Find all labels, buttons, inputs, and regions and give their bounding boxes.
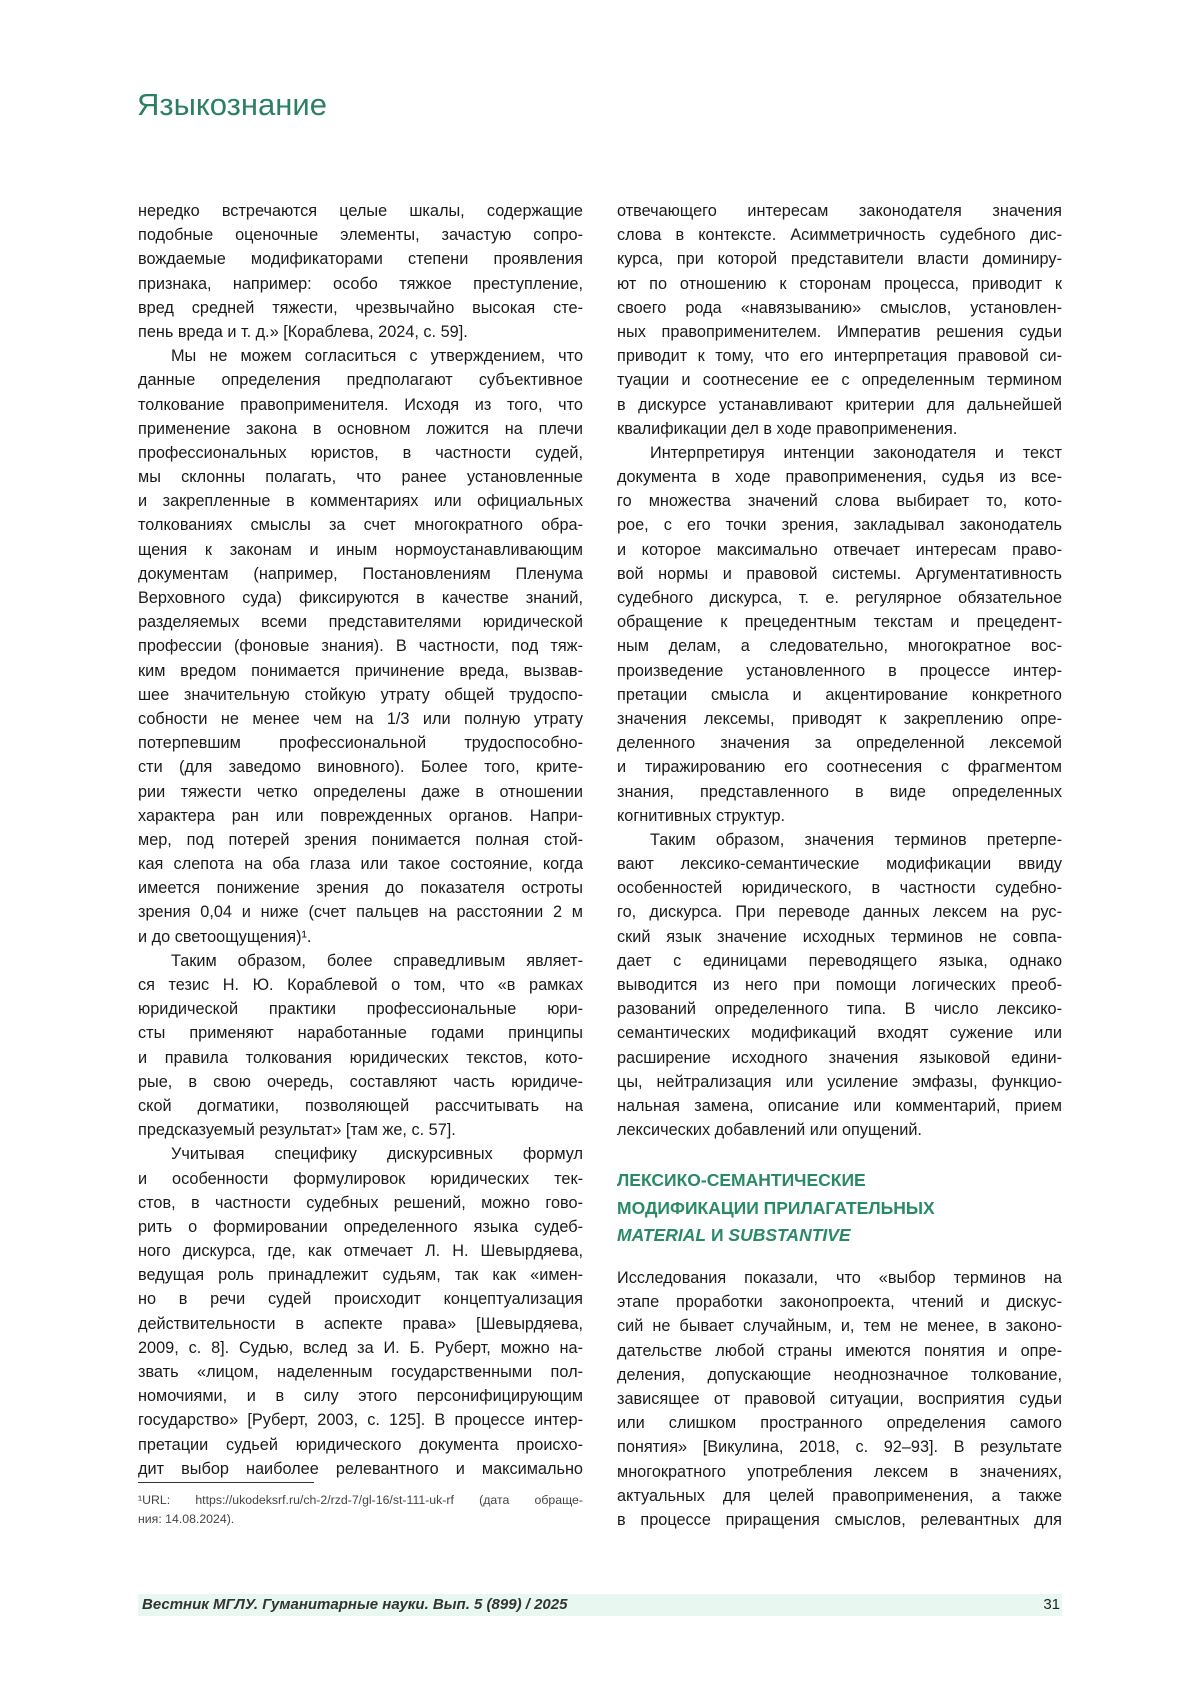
footnote-line: ¹URL: https://ukodeksrf.ru/ch-2/rzd-7/gl-16/st-111-uk-rf (дата обраще- xyxy=(138,1491,583,1510)
text-line: ской догматики, позволяющей рассчитывать на xyxy=(138,1094,583,1118)
text-line: го множества значений слова выбирает то, кото- xyxy=(617,489,1062,513)
text-line: Таким образом, значения терминов претерпе- xyxy=(617,828,1062,852)
heading-term: SUBSTANTIVE xyxy=(728,1225,850,1245)
heading-term: MATERIAL xyxy=(617,1225,706,1245)
text-line: знания, представленного в виде определенных xyxy=(617,780,1062,804)
heading-line xyxy=(617,1222,1062,1250)
footnote xyxy=(138,1491,583,1529)
right-column-continued xyxy=(617,1266,1062,1532)
text-line: ного дискурса, где, как отмечает Л. Н. Шевырдяева, xyxy=(138,1239,583,1263)
text-line: документам (например, Постановлениям Пленума xyxy=(138,562,583,586)
text-line: имеется понижение зрения до показателя остроты xyxy=(138,876,583,900)
text-line: особенностей юридического, в частности судебно- xyxy=(617,876,1062,900)
text-line: ся тезис Н. Ю. Кораблевой о том, что «в рамках xyxy=(138,973,583,997)
text-line: кая слепота на оба глаза или такое состояние, когда xyxy=(138,852,583,876)
text-line: понятия» [Викулина, 2018, с. 92–93]. В результате xyxy=(617,1435,1062,1459)
text-line: Верховного суда) фиксируются в качестве знаний, xyxy=(138,586,583,610)
section-heading xyxy=(617,1167,1062,1250)
text-line: вой нормы и правовой системы. Аргументативность xyxy=(617,562,1062,586)
text-line: дает с единицами переводящего языка, однако xyxy=(617,949,1062,973)
heading-line: МОДИФИКАЦИИ ПРИЛАГАТЕЛЬНЫХ xyxy=(617,1195,1062,1223)
text-line: ский язык значение исходных терминов не совпа- xyxy=(617,925,1062,949)
text-line: своего рода «навязыванию» смыслов, установлен- xyxy=(617,296,1062,320)
text-line: значения лексемы, приводят к закреплению опре- xyxy=(617,707,1062,731)
text-line: и закрепленные в комментариях или официальных xyxy=(138,489,583,513)
text-line: когнитивных структур. xyxy=(617,804,1062,828)
text-line: действительности в аспекте права» [Шевырдяева, xyxy=(138,1312,583,1336)
text-line: этапе проработки законопроекта, чтений и дискус- xyxy=(617,1290,1062,1314)
text-line: нальная замена, описание или комментарий, прием xyxy=(617,1094,1062,1118)
text-line: дит выбор наиболее релевантного и максимально xyxy=(138,1457,583,1481)
text-line: слова в контексте. Асимметричность судебного дис- xyxy=(617,223,1062,247)
text-line: расширение исходного значения языковой едини- xyxy=(617,1046,1062,1070)
text-line: или слишком пространного определения самого xyxy=(617,1411,1062,1435)
text-line: профессиональных юристов, в частности судей, xyxy=(138,441,583,465)
text-line: мы склонны полагать, что ранее установленные xyxy=(138,465,583,489)
text-line: сти (для заведомо виновного). Более того, крите- xyxy=(138,755,583,779)
text-line: щения к законам и иным нормоустанавливающим xyxy=(138,538,583,562)
left-column xyxy=(138,199,583,1481)
text-line: потерпевшим профессиональной трудоспособно- xyxy=(138,731,583,755)
text-line: актуальных для целей правоприменения, а также xyxy=(617,1484,1062,1508)
text-line: толкованиях смыслы за счет многократного обра- xyxy=(138,513,583,537)
text-line: рые, в свою очередь, составляют часть юридиче- xyxy=(138,1070,583,1094)
text-line: приводит к тому, что его интерпретация правовой си- xyxy=(617,344,1062,368)
text-line: рии тяжести четко определены даже в отношении xyxy=(138,780,583,804)
text-line: профессии (фоновые знания). В частности, под тяж- xyxy=(138,634,583,658)
text-line: государство» [Руберт, 2003, с. 125]. В процессе интер- xyxy=(138,1408,583,1432)
journal-name: Вестник МГЛУ. Гуманитарные науки. Вып. 5 (899) / 2025 xyxy=(142,1594,567,1616)
text-line: Интерпретируя интенции законодателя и текст xyxy=(617,441,1062,465)
text-line: и до светоощущения)¹. xyxy=(138,925,583,949)
text-line: Мы не можем согласиться с утверждением, что xyxy=(138,344,583,368)
text-line: вождаемые модификаторами степени проявления xyxy=(138,247,583,271)
text-line: но в речи судей происходит концептуализация xyxy=(138,1287,583,1311)
heading-line: ЛЕКСИКО-СЕМАНТИЧЕСКИЕ xyxy=(617,1167,1062,1195)
text-line: судебного дискурса, т. е. регулярное обязательное xyxy=(617,586,1062,610)
text-line: зрения 0,04 и ниже (счет пальцев на расстоянии 2 м xyxy=(138,900,583,924)
text-line: вред средней тяжести, чрезвычайно высокая сте- xyxy=(138,296,583,320)
text-line: 2009, с. 8]. Судью, вслед за И. Б. Руберт, можно на- xyxy=(138,1336,583,1360)
text-line: зависящее от правовой ситуации, восприятия судьи xyxy=(617,1387,1062,1411)
text-line: и правила толкования юридических текстов, кото- xyxy=(138,1046,583,1070)
heading-conj: И xyxy=(706,1225,728,1245)
text-line: отвечающего интересам законодателя значения xyxy=(617,199,1062,223)
text-line: квалификации дел в ходе правоприменения. xyxy=(617,417,1062,441)
text-line: ким вредом понимается причинение вреда, вызвав- xyxy=(138,659,583,683)
text-line: туации и соотнесение ее с определенным термином xyxy=(617,368,1062,392)
text-line: Исследования показали, что «выбор терминов на xyxy=(617,1266,1062,1290)
right-column xyxy=(617,199,1062,1142)
text-line: пень вреда и т. д.» [Кораблева, 2024, с. 59]. xyxy=(138,320,583,344)
page-number: 31 xyxy=(1043,1594,1060,1616)
text-line: го, дискурса. При переводе данных лексем на рус- xyxy=(617,900,1062,924)
text-line: рить о формировании определенного языка судеб- xyxy=(138,1215,583,1239)
text-line: сий не бывает случайным, и, тем не менее, в законо- xyxy=(617,1314,1062,1338)
text-line: претации смысла и акцентирование конкретного xyxy=(617,683,1062,707)
text-line: и которое максимально отвечает интересам право- xyxy=(617,538,1062,562)
text-line: курса, при которой представители власти доминиру- xyxy=(617,247,1062,271)
text-line: ных правоприменителем. Императив решения судьи xyxy=(617,320,1062,344)
text-line: применение закона в основном ложится на плечи xyxy=(138,417,583,441)
text-line: выводится из него при помощи логических преоб- xyxy=(617,973,1062,997)
text-line: Учитывая специфику дискурсивных формул xyxy=(138,1142,583,1166)
footnote-divider xyxy=(138,1482,314,1483)
text-line: толкование правоприменителя. Исходя из того, что xyxy=(138,393,583,417)
text-line: данные определения предполагают субъективное xyxy=(138,368,583,392)
text-line: Таким образом, более справедливым являет- xyxy=(138,949,583,973)
text-line: признака, например: особо тяжкое преступление, xyxy=(138,272,583,296)
text-line: нередко встречаются целые шкалы, содержащие xyxy=(138,199,583,223)
text-line: деления, допускающие неоднозначное толкование, xyxy=(617,1363,1062,1387)
text-line: разований определенного типа. В число лексико- xyxy=(617,997,1062,1021)
text-line: лексических добавлений или опущений. xyxy=(617,1118,1062,1142)
text-line: ным делам, а следовательно, многократное вос- xyxy=(617,634,1062,658)
text-line: в дискурсе устанавливают критерии для дальнейшей xyxy=(617,393,1062,417)
text-line: семантических модификаций входят сужение или xyxy=(617,1021,1062,1045)
text-line: многократного употребления лексем в значениях, xyxy=(617,1460,1062,1484)
text-line: и особенности формулировок юридических тек- xyxy=(138,1167,583,1191)
text-line: ведущая роль принадлежит судьям, так как «имен- xyxy=(138,1263,583,1287)
text-line: ют по отношению к сторонам процесса, приводит к xyxy=(617,272,1062,296)
text-line: звать «лицом, наделенным государственными пол- xyxy=(138,1360,583,1384)
page-footer xyxy=(138,1594,1062,1616)
text-line: и тиражированию его соотнесения с фрагментом xyxy=(617,755,1062,779)
text-line: характера ран или поврежденных органов. Напри- xyxy=(138,804,583,828)
text-line: обращение к прецедентным текстам и прецедент- xyxy=(617,610,1062,634)
text-line: произведение установленного в процессе интер- xyxy=(617,659,1062,683)
text-line: стов, в частности судебных решений, можно гово- xyxy=(138,1191,583,1215)
text-line: претации судьей юридического документа происхо- xyxy=(138,1433,583,1457)
text-line: мер, под потерей зрения понимается полная стой- xyxy=(138,828,583,852)
text-line: документа в ходе правоприменения, судья из все- xyxy=(617,465,1062,489)
text-line: подобные оценочные элементы, зачастую сопро- xyxy=(138,223,583,247)
text-line: собности не менее чем на 1/3 или полную утрату xyxy=(138,707,583,731)
text-line: разделяемых всеми представителями юридической xyxy=(138,610,583,634)
text-line: рое, с его точки зрения, закладывал законодатель xyxy=(617,513,1062,537)
text-line: деленного значения за определенной лексемой xyxy=(617,731,1062,755)
text-line: дательстве любой страны имеются понятия и опре- xyxy=(617,1339,1062,1363)
text-line: вают лексико-семантические модификации ввиду xyxy=(617,852,1062,876)
section-title: Языкознание xyxy=(137,86,327,124)
text-line: предсказуемый результат» [там же, с. 57]. xyxy=(138,1118,583,1142)
footnote-line: ния: 14.08.2024). xyxy=(138,1510,583,1529)
text-line: номочиями, и в силу этого персонифицирующим xyxy=(138,1384,583,1408)
text-line: цы, нейтрализация или усиление эмфазы, функцио- xyxy=(617,1070,1062,1094)
text-line: в процессе приращения смыслов, релевантных для xyxy=(617,1508,1062,1532)
text-line: юридической практики профессиональные юри- xyxy=(138,997,583,1021)
text-line: сты применяют наработанные годами принципы xyxy=(138,1021,583,1045)
text-line: шее значительную стойкую утрату общей трудоспо- xyxy=(138,683,583,707)
